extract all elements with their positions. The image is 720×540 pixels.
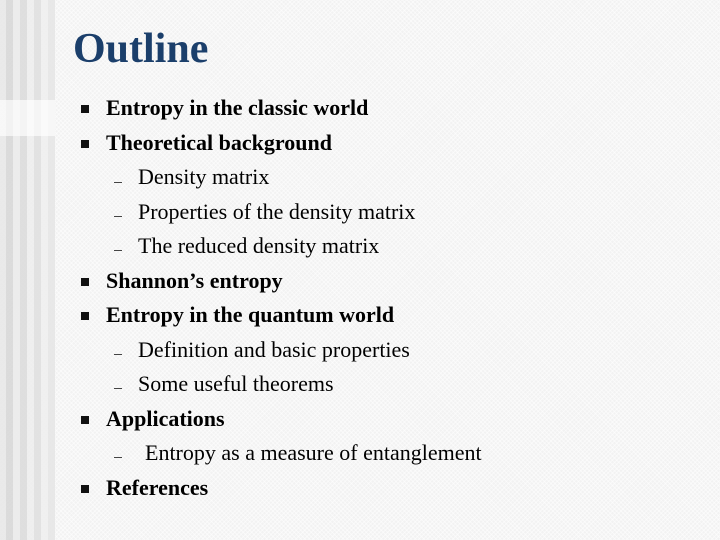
outline-subitem: Definition and basic properties xyxy=(138,337,410,362)
outline-item: Applications xyxy=(106,406,225,431)
outline-subitem: The reduced density matrix xyxy=(138,233,380,258)
outline-subitem: Entropy as a measure of entanglement xyxy=(145,440,482,465)
dash-bullet-icon xyxy=(114,388,122,389)
square-bullet-icon xyxy=(81,312,89,320)
square-bullet-icon xyxy=(81,105,89,113)
dash-bullet-icon xyxy=(114,354,122,355)
outline-subitem: Some useful theorems xyxy=(138,371,334,396)
square-bullet-icon xyxy=(81,140,89,148)
outline-item: Theoretical background xyxy=(106,130,332,155)
dash-bullet-icon xyxy=(114,216,122,217)
decorative-left-band xyxy=(0,0,55,540)
outline-item: Entropy in the classic world xyxy=(106,95,369,120)
square-bullet-icon xyxy=(81,485,89,493)
outline-subitem: Properties of the density matrix xyxy=(138,199,416,224)
square-bullet-icon xyxy=(81,278,89,286)
slide-title: Outline xyxy=(73,26,209,72)
outline-item: Shannon’s entropy xyxy=(106,268,283,293)
dash-bullet-icon xyxy=(114,250,122,251)
outline-item: References xyxy=(106,475,209,500)
dash-bullet-icon xyxy=(114,182,122,183)
outline-item: Entropy in the quantum world xyxy=(106,302,395,327)
square-bullet-icon xyxy=(81,416,89,424)
dash-bullet-icon xyxy=(114,457,122,458)
decorative-band-highlight xyxy=(0,100,55,136)
outline-subitem: Density matrix xyxy=(138,164,270,189)
